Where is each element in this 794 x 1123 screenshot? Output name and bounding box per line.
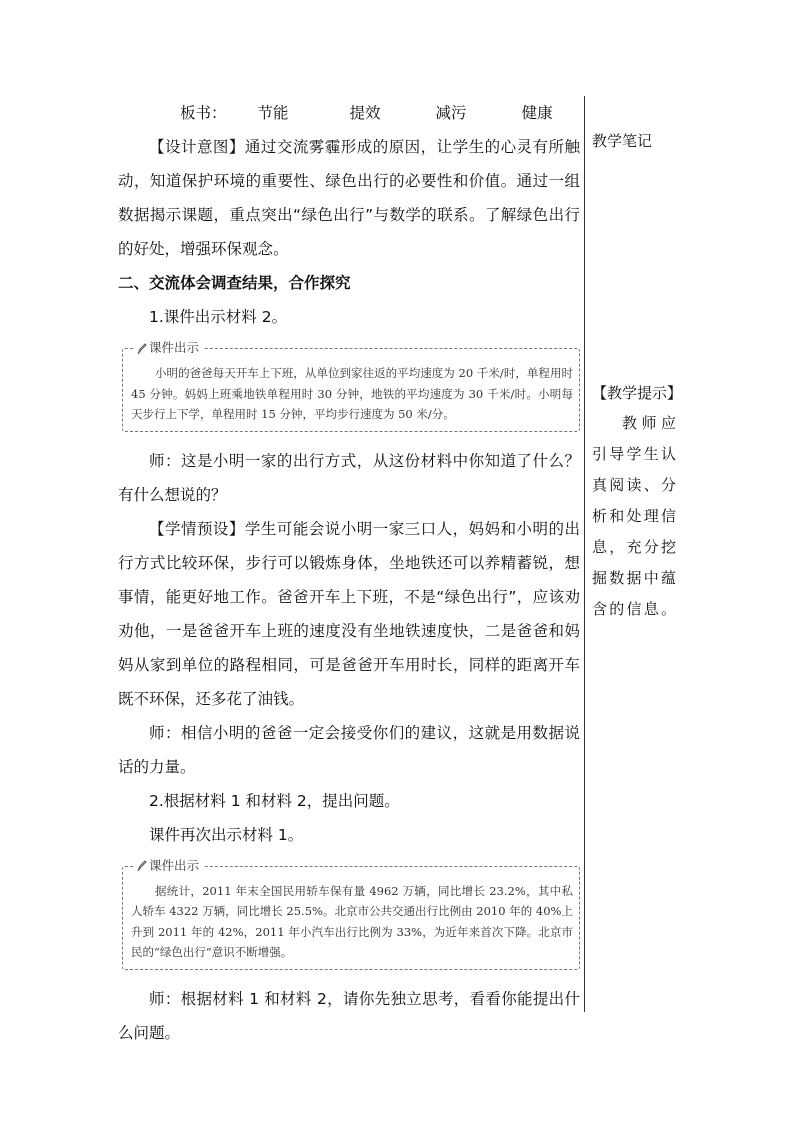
courseware-box-material-2 [122,340,580,432]
courseware-box-material-1 [122,857,580,970]
board-item-1: 节能 [257,104,289,122]
step-2: 2.根据材料 1 和材料 2，提出问题。 [149,791,400,810]
pen-icon [137,860,147,872]
material-1-text: 据统计，2011 年末全国民用轿车保有量 4962 万辆，同比增长 23.2%，其中私人轿车 4322 万辆，同比增长 25.5%。北京市公共交通出行比例由 2010 年的 40%上升到 2011 年的 42%，2011 年小汽车出行比例为 33%，为近年来首次下降。北京市民的“绿色出行”意识不断增强。 [131,883,573,959]
step-1: 1.课件出示材料 2。 [149,308,288,326]
board-notes [118,96,580,130]
column-divider [584,96,585,1012]
board-item-4: 健康 [521,104,553,122]
courseware-label: 课件出示 [133,858,203,874]
design-intent-paragraph: 【设计意图】通过交流雾霾形成的原因，让学生的心灵有所触动，知道保护环境的重要性、绿色出行的必要性和价值。通过一组数据揭示课题，重点突出“绿色出行”与数学的联系。了解绿色出行的好处，增强环保观念。 [118,138,580,258]
teaching-tip-title: 【教学提示】 [592,384,683,402]
board-item-3: 减污 [435,104,467,122]
material-2-text: 小明的爸爸每天开车上下班，从单位到家往返的平均速度为 20 千米/时，单程用时 45 分钟。妈妈上班乘地铁单程用时 30 分钟，地铁的平均速度为 30 千米/时。小明每天步行上下学，单程用时 15 分钟，平均步行速度为 50 米/分。 [131,366,573,421]
teacher-question-3: 师：根据材料 1 和材料 2，请你先独立思考，看看你能提出什么问题。 [118,989,580,1042]
teacher-question-1: 师：这是小明一家的出行方式，从这份材料中你知道了什么？有什么想说的？ [118,451,580,504]
board-item-2: 提效 [349,104,381,122]
pen-icon [137,343,147,355]
teacher-remark-2: 师：相信小明的爸爸一定会接受你们的建议，这就是用数据说话的力量。 [118,723,580,776]
section-heading: 二、交流体会调查结果，合作探究 [118,274,351,292]
step-2-courseware: 课件再次出示材料 1。 [149,825,304,844]
main-column [118,96,580,1050]
side-column [592,126,683,618]
courseware-label: 课件出示 [133,340,203,356]
teaching-notes-title: 教学笔记 [592,132,653,150]
student-preview-paragraph: 【学情预设】学生可能会说小明一家三口人，妈妈和小明的出行方式比较环保，步行可以锻炼身体，坐地铁还可以养精蓄锐，想事情，能更好地工作。爸爸开车上下班，不是“绿色出行”，应该劝劝他，一是爸爸开车上班的速度没有坐地铁速度快，二是爸爸和妈妈从家到单位的路程相同，可是爸爸开车用时长，同样的距离开车既不环保，还多花了油钱。 [118,519,580,708]
board-label: 板书： [180,104,227,122]
teaching-tip-text: 教师应引导学生认真阅读、分析和处理信息，充分挖掘数据中蕴含的信息。 [592,414,676,618]
